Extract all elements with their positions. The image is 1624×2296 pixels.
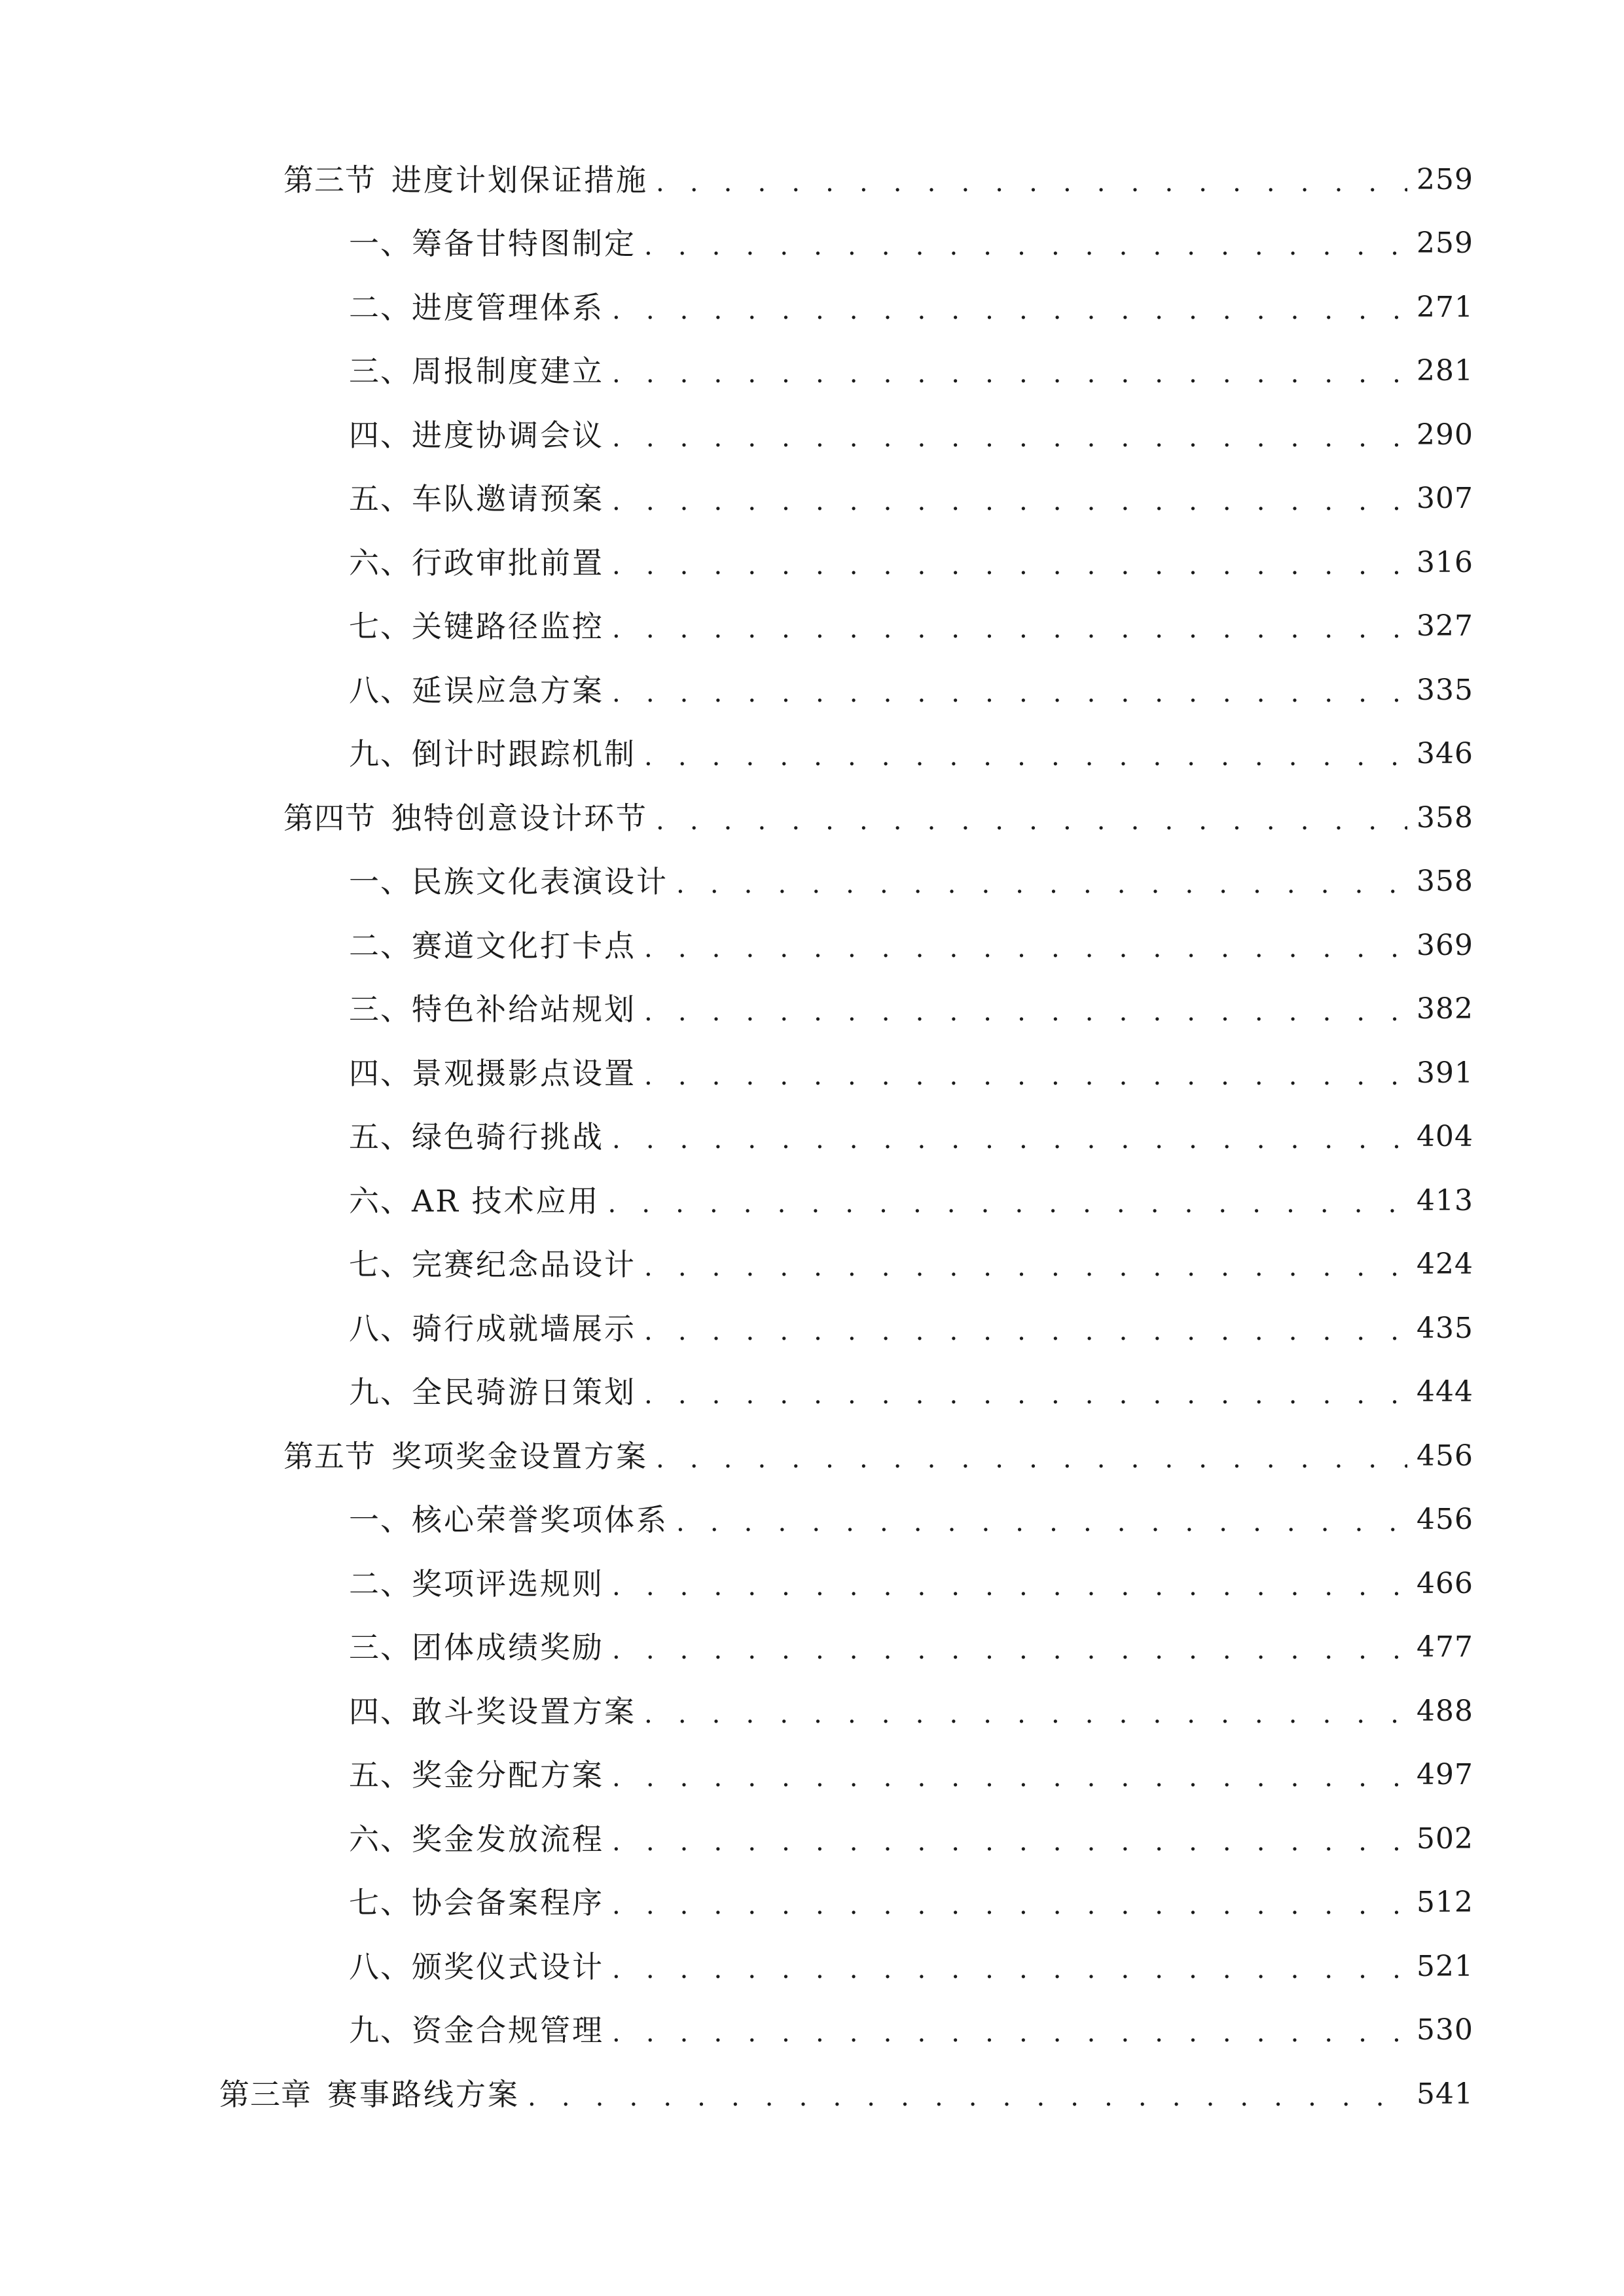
toc-entry-title: 核心荣誉奖项体系 <box>412 1502 668 1538</box>
dot-leader <box>612 2020 1407 2046</box>
dot-leader <box>612 1956 1407 1982</box>
toc-entry-number: 三、 <box>349 1630 412 1666</box>
toc-entry-link[interactable] <box>349 723 1473 787</box>
toc-entry-link[interactable] <box>349 1488 1473 1552</box>
toc-entry-link[interactable] <box>283 1424 1473 1488</box>
toc-entry-title: 行政审批前置 <box>412 545 604 581</box>
toc-entry-link[interactable] <box>283 786 1473 850</box>
toc-entry-link[interactable] <box>349 850 1473 914</box>
toc-entry-number: 五、 <box>349 481 412 517</box>
toc-item-row <box>0 1807 1624 1871</box>
toc-entry-link[interactable] <box>349 914 1473 978</box>
toc-entry-link[interactable] <box>349 1105 1473 1170</box>
toc-entry-number: 九、 <box>349 2013 412 2049</box>
toc-entry-page-number: 512 <box>1416 1886 1473 1920</box>
toc-entry-number: 六、 <box>349 1821 412 1857</box>
toc-entry-link[interactable] <box>283 148 1473 212</box>
toc-entry-number: 一、 <box>349 1502 412 1538</box>
dot-leader <box>644 1382 1407 1408</box>
toc-entry-title: 赛道文化打卡点 <box>412 927 636 963</box>
dot-leader <box>656 808 1407 834</box>
toc-entry-number: 二、 <box>349 1566 412 1602</box>
toc-entry-page-number: 316 <box>1416 545 1473 579</box>
toc-item-row <box>0 276 1624 340</box>
toc-entry-link[interactable] <box>349 1679 1473 1744</box>
toc-entry-page-number: 444 <box>1416 1375 1473 1409</box>
toc-entry-page-number: 404 <box>1416 1120 1473 1154</box>
toc-entry-page-number: 259 <box>1416 162 1473 196</box>
toc-entry-number: 八、 <box>349 672 412 708</box>
toc-entry-title: 景观摄影点设置 <box>412 1055 636 1091</box>
toc-entry-page-number: 307 <box>1416 482 1473 516</box>
toc-entry-number: 五、 <box>349 1119 412 1155</box>
toc-entry-title: 车队邀请预案 <box>412 481 604 517</box>
toc-entry-page-number: 497 <box>1416 1758 1473 1792</box>
toc-entry-number: 第五节 <box>283 1438 376 1474</box>
toc-entry-number: 七、 <box>349 609 412 645</box>
dot-leader <box>612 1892 1407 1918</box>
dot-leader <box>644 1318 1407 1344</box>
toc-item-row <box>0 1105 1624 1170</box>
toc-entry-page-number: 281 <box>1416 354 1473 388</box>
toc-entry-number: 六、 <box>349 1183 412 1219</box>
toc-entry-page-number: 541 <box>1416 2077 1473 2111</box>
toc-item-row <box>0 403 1624 467</box>
toc-section-row <box>0 1424 1624 1488</box>
toc-entry-title: 颁奖仪式设计 <box>412 1948 604 1984</box>
toc-entry-title: 资金合规管理 <box>412 2013 604 2049</box>
toc-entry-page-number: 488 <box>1416 1694 1473 1728</box>
toc-entry-number: 第三章 <box>219 2076 312 2112</box>
toc-item-row <box>0 850 1624 914</box>
toc-entry-page-number: 290 <box>1416 418 1473 452</box>
dot-leader <box>528 2084 1407 2110</box>
toc-entry-title: 协会备案程序 <box>412 1885 604 1921</box>
dot-leader <box>656 170 1407 196</box>
toc-entry-title: AR 技术应用 <box>412 1183 600 1219</box>
toc-item-row <box>0 914 1624 978</box>
toc-item-row <box>0 1233 1624 1297</box>
toc-entry-page-number: 391 <box>1416 1056 1473 1090</box>
toc-item-row <box>0 1935 1624 1999</box>
toc-entry-title: 特色补给站规划 <box>412 992 636 1028</box>
toc-entry-title: 奖项评选规则 <box>412 1566 604 1602</box>
toc-entry-page-number: 413 <box>1416 1183 1473 1217</box>
dot-leader <box>612 552 1407 579</box>
toc-entry-number: 第四节 <box>283 800 376 836</box>
toc-entry-link[interactable] <box>349 340 1473 404</box>
toc-entry-page-number: 369 <box>1416 928 1473 962</box>
toc-entry-page-number: 327 <box>1416 609 1473 643</box>
toc-entry-page-number: 335 <box>1416 673 1473 707</box>
toc-entry-title: 团体成绩奖励 <box>412 1630 604 1666</box>
toc-entry-number: 四、 <box>349 1055 412 1091</box>
dot-leader <box>612 361 1407 387</box>
toc-entry-title: 奖金发放流程 <box>412 1821 604 1857</box>
toc-item-row <box>0 1552 1624 1616</box>
toc-entry-link[interactable] <box>349 1744 1473 1808</box>
toc-entry-link[interactable] <box>349 595 1473 659</box>
toc-entry-page-number: 346 <box>1416 737 1473 771</box>
toc-entry-page-number: 502 <box>1416 1821 1473 1856</box>
toc-item-row <box>0 1616 1624 1680</box>
toc-item-row <box>0 1361 1624 1425</box>
toc-entry-link[interactable] <box>349 1361 1473 1425</box>
toc-entry-number: 八、 <box>349 1310 412 1346</box>
toc-item-row <box>0 978 1624 1042</box>
dot-leader <box>644 1254 1407 1280</box>
dot-leader <box>644 233 1407 259</box>
dot-leader <box>612 297 1407 323</box>
toc-entry-link[interactable] <box>349 276 1473 340</box>
dot-leader <box>612 425 1407 451</box>
dot-leader <box>676 1509 1407 1535</box>
toc-entry-title: 敢斗奖设置方案 <box>412 1693 636 1729</box>
toc-entry-title: 民族文化表演设计 <box>412 864 668 900</box>
toc-item-row <box>0 1169 1624 1233</box>
dot-leader <box>612 616 1407 642</box>
toc-entry-page-number: 271 <box>1416 290 1473 324</box>
dot-leader <box>612 1829 1407 1855</box>
toc-entry-title: 奖金分配方案 <box>412 1757 604 1793</box>
toc-entry-number: 二、 <box>349 289 412 325</box>
toc-entry-link[interactable] <box>349 1552 1473 1616</box>
toc-entry-number: 八、 <box>349 1948 412 1984</box>
toc-chapter-row <box>0 2062 1624 2126</box>
toc-entry-number: 九、 <box>349 736 412 772</box>
toc-entry-title: 延误应急方案 <box>412 672 604 708</box>
dot-leader <box>644 999 1407 1025</box>
toc-item-row <box>0 1041 1624 1105</box>
dot-leader <box>612 1573 1407 1600</box>
toc-entry-link[interactable] <box>349 212 1473 276</box>
toc-entry-title: 全民骑游日策划 <box>412 1374 636 1410</box>
toc-entry-number: 五、 <box>349 1757 412 1793</box>
toc-entry-page-number: 424 <box>1416 1247 1473 1282</box>
toc-entry-page-number: 466 <box>1416 1566 1473 1600</box>
toc-entry-link[interactable] <box>349 1807 1473 1871</box>
toc-entry-title: 进度计划保证措施 <box>391 162 648 198</box>
toc-entry-number: 三、 <box>349 353 412 389</box>
toc-item-row <box>0 1744 1624 1808</box>
dot-leader <box>644 935 1407 961</box>
toc-item-row <box>0 531 1624 595</box>
toc-entry-title: 完赛纪念品设计 <box>412 1247 636 1283</box>
dot-leader <box>644 744 1407 770</box>
toc-item-row <box>0 723 1624 787</box>
toc-entry-number: 二、 <box>349 927 412 963</box>
toc-entry-number: 九、 <box>349 1374 412 1410</box>
toc-entry-page-number: 382 <box>1416 992 1473 1026</box>
table-of-contents <box>0 148 1624 2126</box>
toc-entry-title: 独特创意设计环节 <box>391 800 648 836</box>
toc-entry-link[interactable] <box>349 1041 1473 1105</box>
toc-item-row <box>0 1297 1624 1361</box>
toc-entry-title: 绿色骑行挑战 <box>412 1119 604 1155</box>
toc-entry-link[interactable] <box>349 467 1473 531</box>
toc-entry-number: 七、 <box>349 1247 412 1283</box>
toc-entry-page-number: 358 <box>1416 800 1473 834</box>
dot-leader <box>676 871 1407 897</box>
toc-item-row <box>0 1999 1624 2063</box>
toc-entry-link[interactable] <box>349 1935 1473 1999</box>
toc-entry-number: 第三节 <box>283 162 376 198</box>
dot-leader <box>607 1191 1407 1217</box>
toc-entry-title: 关键路径监控 <box>412 609 604 645</box>
toc-entry-title: 周报制度建立 <box>412 353 604 389</box>
toc-entry-number: 六、 <box>349 545 412 581</box>
toc-entry-title: 进度管理体系 <box>412 289 604 325</box>
toc-section-row <box>0 786 1624 850</box>
toc-entry-number: 四、 <box>349 1693 412 1729</box>
dot-leader <box>612 1126 1407 1153</box>
dot-leader <box>656 1446 1407 1472</box>
toc-item-row <box>0 1488 1624 1552</box>
toc-entry-page-number: 521 <box>1416 1949 1473 1983</box>
toc-entry-link[interactable] <box>349 403 1473 467</box>
toc-entry-page-number: 435 <box>1416 1311 1473 1345</box>
dot-leader <box>612 1637 1407 1663</box>
toc-entry-page-number: 456 <box>1416 1503 1473 1537</box>
toc-entry-number: 三、 <box>349 992 412 1028</box>
dot-leader <box>612 488 1407 514</box>
toc-entry-title: 赛事路线方案 <box>327 2076 520 2112</box>
dot-leader <box>644 1063 1407 1089</box>
toc-entry-title: 进度协调会议 <box>412 417 604 453</box>
toc-entry-title: 倒计时跟踪机制 <box>412 736 636 772</box>
toc-section-row <box>0 148 1624 212</box>
toc-entry-number: 一、 <box>349 226 412 262</box>
toc-item-row <box>0 467 1624 531</box>
toc-entry-link[interactable] <box>349 658 1473 723</box>
toc-entry-link[interactable] <box>349 1616 1473 1680</box>
toc-entry-title: 筹备甘特图制定 <box>412 226 636 262</box>
toc-entry-link[interactable] <box>349 1233 1473 1297</box>
toc-entry-link[interactable] <box>349 1297 1473 1361</box>
dot-leader <box>612 1765 1407 1791</box>
toc-entry-page-number: 358 <box>1416 865 1473 899</box>
toc-entry-link[interactable] <box>349 1999 1473 2063</box>
toc-item-row <box>0 340 1624 404</box>
toc-entry-link[interactable] <box>219 2062 1473 2126</box>
dot-leader <box>644 1701 1407 1727</box>
toc-entry-page-number: 477 <box>1416 1630 1473 1664</box>
toc-entry-link[interactable] <box>349 978 1473 1042</box>
toc-item-row <box>0 658 1624 723</box>
toc-entry-page-number: 456 <box>1416 1439 1473 1473</box>
toc-item-row <box>0 212 1624 276</box>
toc-entry-page-number: 259 <box>1416 226 1473 260</box>
toc-entry-number: 四、 <box>349 417 412 453</box>
toc-entry-number: 七、 <box>349 1885 412 1921</box>
toc-entry-link[interactable] <box>349 531 1473 595</box>
toc-entry-link[interactable] <box>349 1871 1473 1935</box>
toc-entry-number: 一、 <box>349 864 412 900</box>
toc-entry-title: 奖项奖金设置方案 <box>391 1438 648 1474</box>
dot-leader <box>612 680 1407 706</box>
toc-entry-page-number: 530 <box>1416 2013 1473 2047</box>
toc-item-row <box>0 595 1624 659</box>
toc-entry-title: 骑行成就墙展示 <box>412 1310 636 1346</box>
toc-item-row <box>0 1679 1624 1744</box>
toc-item-row <box>0 1871 1624 1935</box>
toc-entry-link[interactable] <box>349 1169 1473 1233</box>
